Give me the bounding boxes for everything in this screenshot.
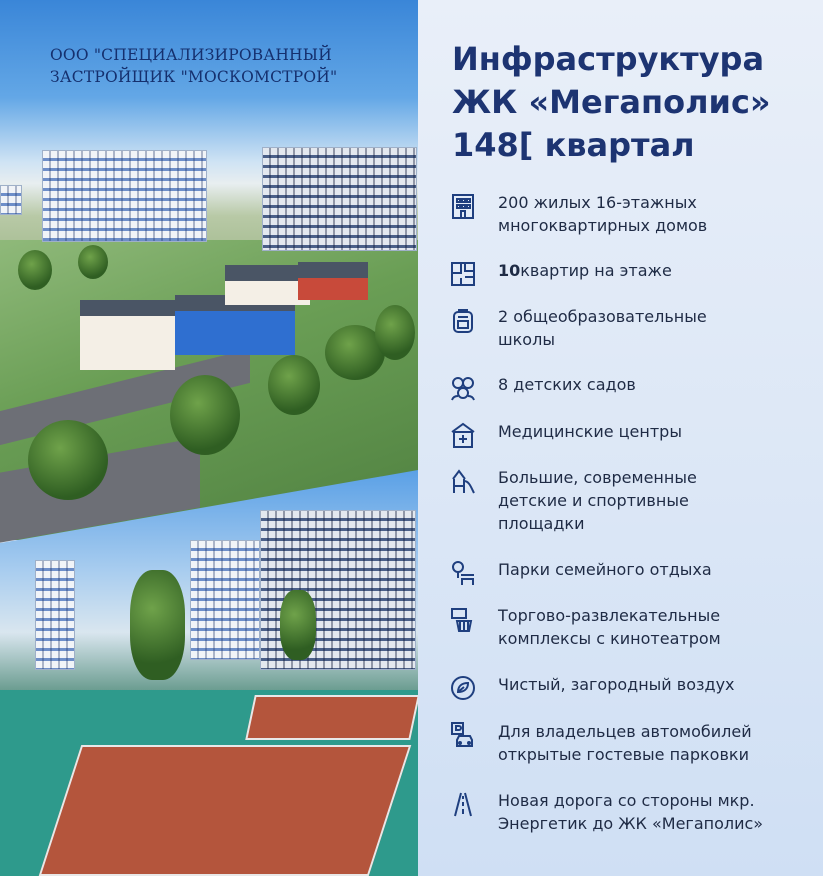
tree [268,355,320,415]
title-line1: Инфраструктура [452,40,765,78]
item-text: Медицинские центры [498,422,682,441]
basketball-court [39,745,412,876]
item-text: Большие, современные детские и спортивные площадки [498,468,697,533]
title-line2: ЖК «Мегаполис» [452,83,771,121]
infrastructure-item [448,305,808,351]
item-text: 2 общеобразовательные школы [498,307,707,349]
tree [18,250,52,290]
infrastructure-item [448,558,808,588]
residential-building [0,185,22,215]
infrastructure-item [448,720,808,766]
infrastructure-item [448,259,808,289]
infrastructure-item [448,373,808,403]
school-backpack-icon [448,305,478,335]
item-text-rest: квартир на этаже [520,261,672,280]
infrastructure-panel [418,0,823,876]
item-bold-number: 10 [498,261,521,280]
residential-building [42,150,207,242]
children-icon [448,373,478,403]
item-text [498,259,672,282]
item-text: Парки семейного отдыха [498,560,712,579]
parking-car-icon [448,720,478,750]
item-text: 200 жилых 16-этажных многоквартирных домов [498,193,708,235]
item-text: Для владельцев автомобилей открытые гостевые парковки [498,722,752,764]
park-bench-icon [448,558,478,588]
tree [375,305,415,360]
cinema-popcorn-icon [448,604,478,634]
tennis-court [245,695,418,740]
tree [78,245,108,279]
company-name-line2: ЗАСТРОЙЩИК "МОСКОМСТРОЙ" [50,68,338,86]
tree [130,570,185,680]
playground-icon [448,466,478,496]
tree [280,590,316,660]
company-name-line1: ООО "СПЕЦИАЛИЗИРОВАННЫЙ [50,46,332,64]
road-icon [448,789,478,819]
infrastructure-item [448,604,808,650]
infrastructure-item [448,420,808,450]
infrastructure-item [448,466,808,535]
item-text: 8 детских садов [498,375,636,394]
infrastructure-item [448,789,808,835]
eco-leaves-icon [448,673,478,703]
residential-building [35,560,75,670]
residential-building [190,540,260,660]
item-text: Новая дорога со стороны мкр. Энергетик до ЖК «Мегаполис» [498,791,764,833]
low-rise-house [80,300,175,370]
residential-building [262,147,417,251]
infrastructure-item [448,191,808,237]
company-name [50,44,380,88]
item-text: Торгово-развлекательные комплексы с кинотеатром [498,606,721,648]
apartment-building-icon [448,191,478,221]
infrastructure-item [448,673,808,703]
item-text: Чистый, загородный воздух [498,675,735,694]
tree [28,420,108,500]
title-line3: 148[ квартал [452,126,695,164]
medical-center-icon [448,420,478,450]
infrastructure-title [452,38,812,167]
tree [170,375,240,455]
floor-plan-icon [448,259,478,289]
low-rise-house [298,262,368,300]
